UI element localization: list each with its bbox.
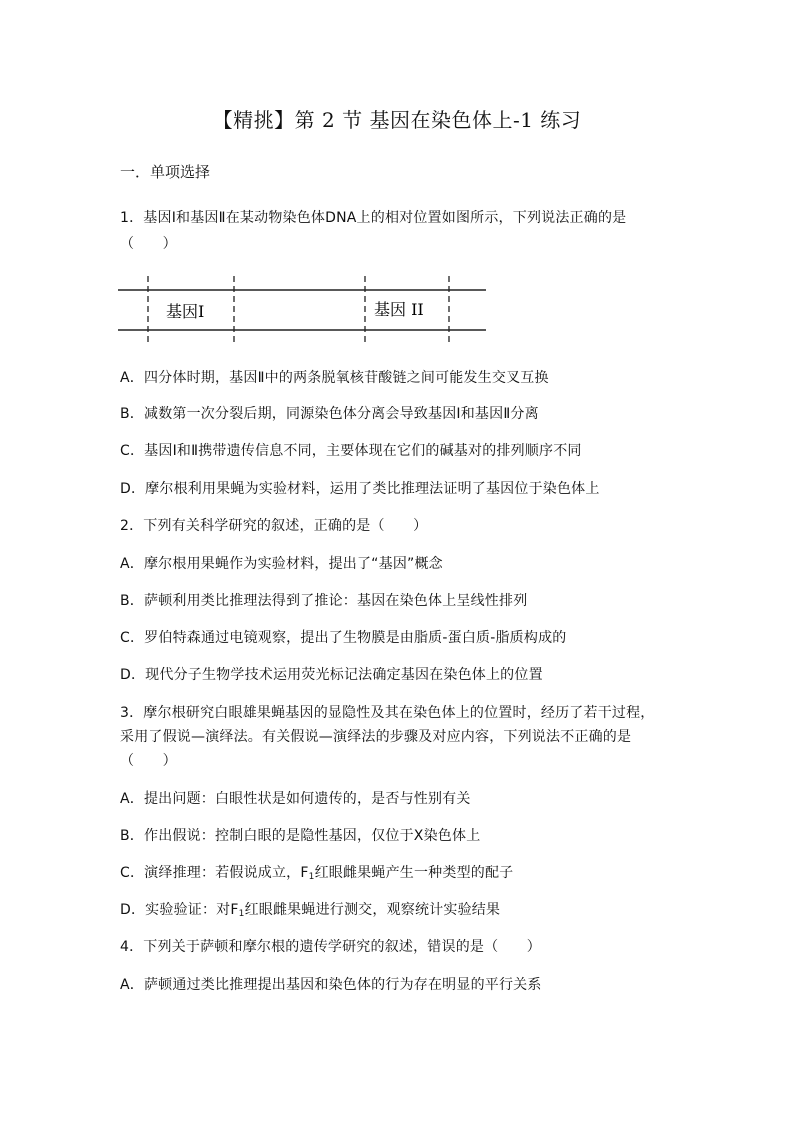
q3-stem-line3: （ ） — [120, 753, 177, 769]
q1-option-d: D．摩尔根利用果蝇为实验材料，运用了类比推理法证明了基因位于染色体上 — [120, 481, 600, 497]
q3-option-d-post: 红眼雌果蝇进行测交，观察统计实验结果 — [244, 902, 501, 918]
q3-option-c-post: 红眼雌果蝇产生一种类型的配子 — [314, 865, 514, 881]
q3-option-c-sub: 1 — [308, 872, 315, 882]
q3-stem-line2: 采用了假说—演绎法。有关假说—演绎法的步骤及对应内容，下列说法不正确的是 — [120, 729, 632, 745]
q3-option-d-sub: 1 — [238, 909, 245, 919]
q1-stem-line2: （ ） — [120, 236, 177, 252]
q1-option-c: C．基因Ⅰ和Ⅱ携带遗传信息不同，主要体现在它们的碱基对的排列顺序不同 — [120, 443, 582, 459]
q3-option-d-pre: D．实验验证：对F — [120, 902, 239, 918]
q1-option-a: A．四分体时期，基因Ⅱ中的两条脱氧核苷酸链之间可能发生交叉互换 — [120, 370, 549, 386]
page-title: 【精挑】第 2 节 基因在染色体上-1 练习 — [212, 108, 582, 132]
q3-option-c-pre: C．演绎推理：若假说成立，F — [120, 865, 309, 881]
section-heading: 一．单项选择 — [120, 163, 211, 181]
q3-option-b: B．作出假说：控制白眼的是隐性基因，仅位于X染色体上 — [120, 828, 481, 844]
q2-option-c: C．罗伯特森通过电镜观察，提出了生物膜是由脂质-蛋白质-脂质构成的 — [120, 630, 567, 646]
gene2-label: 基因 II — [374, 300, 424, 319]
q3-option-a: A．提出问题：白眼性状是如何遗传的，是否与性别有关 — [120, 791, 471, 807]
q4-option-a: A．萨顿通过类比推理提出基因和染色体的行为存在明显的平行关系 — [120, 977, 542, 993]
q3-option-c — [120, 862, 513, 882]
q4-stem: 4．下列关于萨顿和摩尔根的遗传学研究的叙述，错误的是（ ） — [120, 939, 541, 955]
q2-option-b: B．萨顿利用类比推理法得到了推论：基因在染色体上呈线性排列 — [120, 593, 528, 609]
q2-option-d: D．现代分子生物学技术运用荧光标记法确定基因在染色体上的位置 — [120, 667, 543, 683]
q2-option-a: A．摩尔根用果蝇作为实验材料，提出了“基因”概念 — [120, 556, 443, 572]
q1-option-b: B．减数第一次分裂后期，同源染色体分离会导致基因Ⅰ和基因Ⅱ分离 — [120, 406, 539, 422]
q3-option-d — [120, 899, 500, 919]
q2-stem: 2．下列有关科学研究的叙述，正确的是（ ） — [120, 518, 428, 534]
gene1-label: 基因I — [166, 302, 205, 321]
dna-gene-diagram — [118, 272, 488, 344]
q3-stem-line1: 3．摩尔根研究白眼雄果蝇基因的显隐性及其在染色体上的位置时，经历了若干过程， — [120, 705, 655, 721]
q1-stem-line1: 1．基因Ⅰ和基因Ⅱ在某动物染色体DNA上的相对位置如图所示，下列说法正确的是 — [120, 210, 627, 226]
